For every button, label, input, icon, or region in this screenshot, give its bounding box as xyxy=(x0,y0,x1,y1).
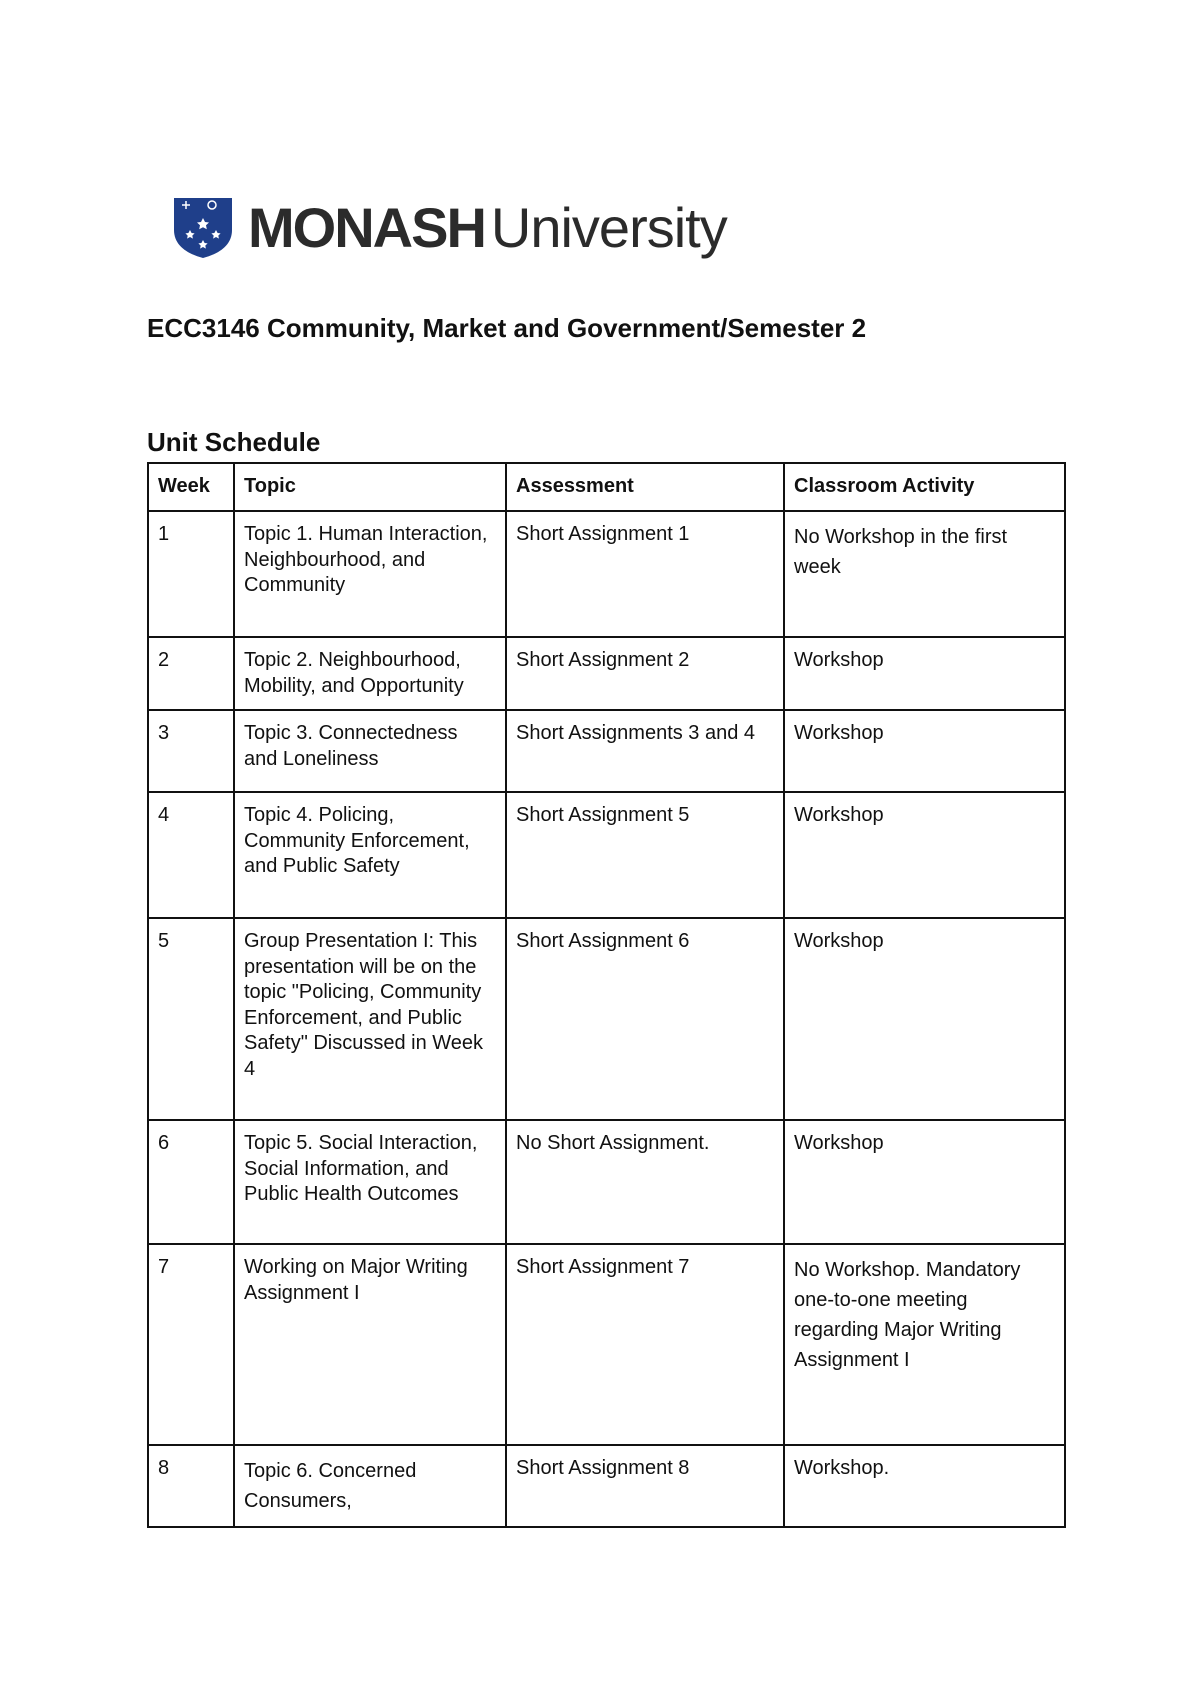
cell-activity: No Workshop in the first week xyxy=(784,511,1065,637)
cell-activity: Workshop xyxy=(784,1120,1065,1244)
header-week: Week xyxy=(148,463,234,511)
cell-assessment: Short Assignment 7 xyxy=(506,1244,784,1445)
cell-week: 5 xyxy=(148,918,234,1120)
cell-week: 8 xyxy=(148,1445,234,1527)
cell-week: 4 xyxy=(148,792,234,918)
cell-week: 7 xyxy=(148,1244,234,1445)
university-crest-icon xyxy=(172,196,234,260)
cell-assessment: Short Assignment 6 xyxy=(506,918,784,1120)
table-row xyxy=(148,1244,1065,1445)
cell-topic: Topic 1. Human Interaction, Neighbourhood, and Community xyxy=(234,511,506,637)
unit-schedule-table xyxy=(147,462,1066,1528)
table-row xyxy=(148,918,1065,1120)
cell-activity: Workshop xyxy=(784,792,1065,918)
wordmark-bold: MONASH xyxy=(248,196,485,259)
header-assessment: Assessment xyxy=(506,463,784,511)
cell-assessment: Short Assignment 2 xyxy=(506,637,784,710)
cell-topic: Topic 3. Connectedness and Loneliness xyxy=(234,710,506,792)
cell-assessment: No Short Assignment. xyxy=(506,1120,784,1244)
university-logo xyxy=(172,196,727,260)
table-row xyxy=(148,710,1065,792)
cell-week: 3 xyxy=(148,710,234,792)
cell-week: 6 xyxy=(148,1120,234,1244)
cell-topic: Topic 6. Concerned Consumers, xyxy=(234,1445,506,1527)
table-row xyxy=(148,637,1065,710)
cell-assessment: Short Assignment 5 xyxy=(506,792,784,918)
cell-assessment: Short Assignment 1 xyxy=(506,511,784,637)
cell-activity: Workshop xyxy=(784,637,1065,710)
table-header-row xyxy=(148,463,1065,511)
header-topic: Topic xyxy=(234,463,506,511)
table-row xyxy=(148,1120,1065,1244)
table-row xyxy=(148,511,1065,637)
cell-activity: Workshop xyxy=(784,710,1065,792)
section-title: Unit Schedule xyxy=(147,427,321,457)
header-classroom-activity: Classroom Activity xyxy=(784,463,1065,511)
cell-activity: Workshop xyxy=(784,918,1065,1120)
cell-week: 1 xyxy=(148,511,234,637)
cell-topic: Working on Major Writing Assignment I xyxy=(234,1244,506,1445)
wordmark-light: University xyxy=(490,196,727,259)
university-wordmark xyxy=(248,196,727,259)
cell-topic: Group Presentation I: This presentation will be on the topic "Policing, Community Enforcement, and Public Safety" Discussed in Week 4 xyxy=(234,918,506,1120)
cell-assessment: Short Assignment 8 xyxy=(506,1445,784,1527)
table-row xyxy=(148,792,1065,918)
cell-topic: Topic 2. Neighbourhood, Mobility, and Opportunity xyxy=(234,637,506,710)
table-row xyxy=(148,1445,1065,1527)
cell-topic: Topic 5. Social Interaction, Social Information, and Public Health Outcomes xyxy=(234,1120,506,1244)
document-title: ECC3146 Community, Market and Government/Semester 2 xyxy=(147,313,867,343)
cell-week: 2 xyxy=(148,637,234,710)
cell-activity: No Workshop. Mandatory one-to-one meeting regarding Major Writing Assignment I xyxy=(784,1244,1065,1445)
cell-topic: Topic 4. Policing, Community Enforcement, and Public Safety xyxy=(234,792,506,918)
cell-activity: Workshop. xyxy=(784,1445,1065,1527)
cell-assessment: Short Assignments 3 and 4 xyxy=(506,710,784,792)
